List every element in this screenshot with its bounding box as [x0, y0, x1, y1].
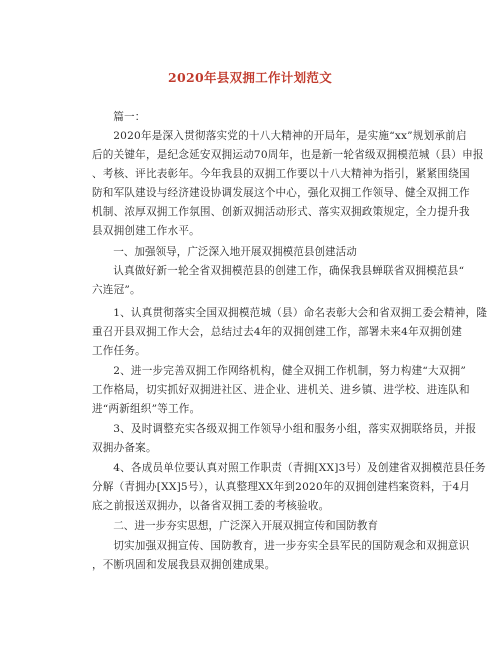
paragraph-1: 认真做好新一轮全省双拥模范县的创建工作，确保我县蝉联省双拥模范县“ 六连冠”。 [92, 265, 465, 296]
list-item-1: 1、认真贯彻落实全国双拥模范城（县）命名表彰大会和省双拥工委会精神，隆 重召开县双拥工作大会，总结过去4年的双拥创建工作，部署未来4年双拥创建 工作任务。 [92, 307, 488, 357]
section-heading-2: 二、进一步夯实思想，广泛深入开展双拥宣传和国防教育 [113, 520, 379, 532]
section-heading-1: 一、加强领导，广泛深入地开展双拥模范县创建活动 [113, 246, 357, 258]
list-item-3: 3、及时调整充实各级双拥工作领导小组和服务小组，落实双拥联络员，并报 双拥办备案。 [92, 423, 477, 454]
intro-paragraph: 2020年是深入贯彻落实党的十八大精神的开局年，是实施“xx”规划承前启 后的关键年，是纪念延安双拥运动70周年，也是新一轮省级双拥模范城（县）申报 、考核、评比表彰年。今年我县的双拥工作要以十八大精神为指引，紧紧围绕国 防和军队建设与经济建设协调发展这个中心，强化双拥工作领导、健全双拥工作 机制、浓厚双拥工作氛围、创新双拥活动形式、落实双拥政策规定，全力提升我 县双拥创建工作水平。 [92, 130, 484, 237]
section-label: 篇一： [113, 111, 146, 123]
document-title: 2020年县双拥工作计划范文 [168, 70, 332, 85]
list-item-4: 4、各成员单位要认真对照工作职责（青拥[XX]3号）及创建省双拥模范县任务 分解（青拥办[XX]5号），认真整理XX年到2020年的双拥创建档案资料，于4月 底之前报送双拥办，以备省双拥工委的考核验收。 [92, 462, 486, 512]
list-item-2: 2、进一步完善双拥工作网络机构，健全双拥工作机制，努力构建“大双拥” 工作格局，切实抓好双拥进社区、进企业、进机关、进乡镇、进学校、进连队和 进“两新组织”等工作。 [92, 365, 470, 415]
paragraph-2: 切实加强双拥宣传、国防教育，进一步夯实全县军民的国防观念和双拥意识 ，不断巩固和发展我县双拥创建成果。 [92, 540, 470, 571]
